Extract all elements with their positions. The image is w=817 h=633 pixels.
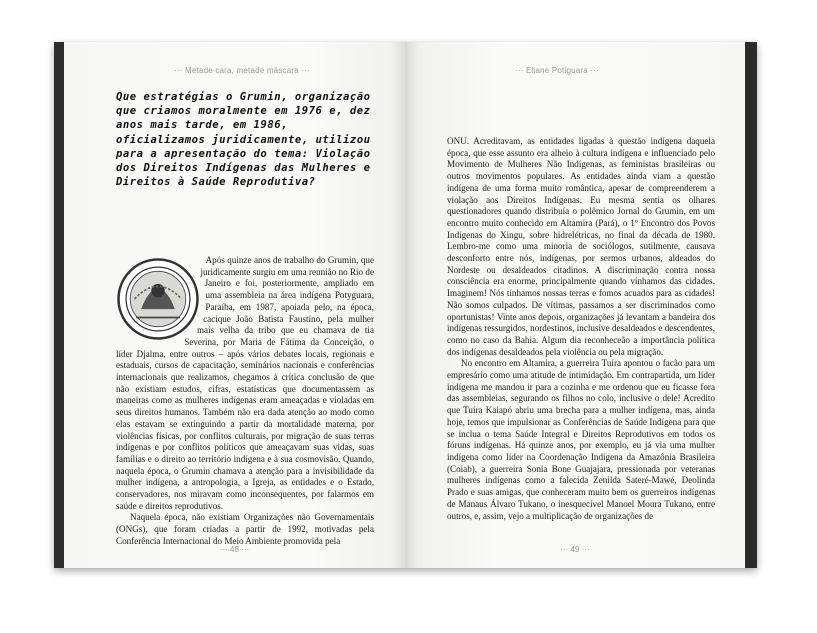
right-body-text xyxy=(447,136,715,522)
left-paragraph-1: Após quinze anos de trabalho do Grumin, que juridicamente surgiu em uma reunião no Rio de Janeiro e foi, posteriormente, ampliado em uma assembleia na área indígena Potyguara, Paraíba, em 1987, apoiada pelo, na época, cacique João Batista Faustino, pela mulher mais velha da tribo que eu chamava de tia Severina, por Maria de Fátima da Conceição, o líder Djalma, entre outros – após vários debates locais, regionais e estaduais, cursos de capacitação, seminários nacionais e conferências internacionais que realizamos, chegamos à crítica conclusão de que não existiam estudos, cifras, estatísticas que documentassem as maneiras como as mulheres indígenas eram ameaçadas e violadas em seus direitos humanos. Também não era dada atenção ao modo como elas estavam se extinguindo a partir da mortalidade materna, por violências físicas, por conflitos culturais, por migração de suas terras indígenas e por conflitos políticos que ameaçavam suas vidas, suas famílias e o direito ao território indígena e à sua cosmovisão. Quando, naquela época, o Grumin chamava a atenção para a invisibilidade da mulher indígena, a antropologia, a Igreja, as entidades e o Estado, conservadores, nos miravam como inconsequentes, por falarmos em saúde e direitos reprodutivos. xyxy=(116,255,374,511)
right-paragraph-1: ONU. Acreditavam, as entidades ligadas à questão indígena daquela época, que esse assunto era alheio à cultura indígena e influenciado pelo Movimento de Mulheres Não Indígenas, as feministas brasileiras ou outros movimentos populares. As entidades ainda viam a questão indígena de uma forma muito romântica, apesar de compreenderem a violação aos Direitos Indígenas. Eu mesma sentia os olhares questionadores quando distribuía o polêmico Jornal do Grumin, em um encontro muito conhecido em Altamira (Pará), o 1º Encontro dos Povos Indígenas do Xingu, sobre hidrelétricas, no final da década de 1980. Lembro-me como uma minoria de sociólogos, sutilmente, causava desconforto entre nós, indígenas, por sermos urbanos, aldeados do Nordeste ou desaldeados citadinos. A discriminação contra nossa consciência era enorme, principalmente quando vínhamos das cidades. Imaginem! Nós tínhamos nossas terras e fomos acuados para as cidades! Não somos culpados. De vítimas, passamos a ser discriminados como oportunistas! Vinte anos depois, organizações já levantam a bandeira dos indígenas ressurgidos, nordestinos, inclusive desaldeados e descendentes, como no caso da Bahia. Algum dia reconheceão a importância política dos indígenas desaldeados pela violência ou pela migração. xyxy=(447,136,715,357)
left-page-number: ··· 48 ··· xyxy=(219,545,250,554)
right-paragraph-2: No encontro em Altamira, a guerreira Tuíra apontou o facão para um empresário como uma atitude de intimidação. Em contrapartida, um líder indígena me mandou ir para a cozinha e me ordenou que eu ficasse fora das assembleias, segurando os filhos no colo, inclusive o dele! Acredito que Tuíra Kaiapó abriu uma brecha para a mulher indígena, mas, ainda hoje, temos que impulsionar as Conferências de Saúde Indígena para que se inclua o tema Saúde Integral e Direitos Reprodutivos em todos os fóruns indígenas. Há quinze anos, por exemplo, eu já via uma mulher indígena como líder na Coordenação Indígena da Amazônia Brasileira (Coiab), a guerreira Sonia Bone Guajajara, pressionada por veteranas mulheres indígenas como a falecida Zenilda Sateré-Mawé, Deolinda Prado e suas amigas, que conheceram muito bem os guerreiros indígenas de Manaus Álvaro Tukano, o inesquecível Manoel Moura Tukano, entre outros, e, assim, vejo a multiplicação de organizações de xyxy=(447,358,715,521)
left-running-head: ··· Metade cara, metade máscara ··· xyxy=(174,66,310,75)
grumin-seal-icon xyxy=(116,257,200,341)
open-book xyxy=(54,42,757,568)
chapter-question-heading: Que estratégias o Grumin, organização que criamos moralmente em 1976 e, dez anos mais tarde, em 1986, oficializamos juridicamente, utilizou para a apresentação do tema: Violação dos Direitos Indígenas das Mulheres e Direitos à Saúde Reprodutiva? xyxy=(116,91,371,189)
left-body-text xyxy=(116,255,374,548)
right-page xyxy=(405,42,757,568)
right-page-number: ··· 49 ··· xyxy=(560,545,590,554)
left-page xyxy=(54,42,405,568)
right-running-head: ··· Eliane Potiguara ··· xyxy=(515,66,599,75)
left-paragraph-2: Naquela época, não existiam Organizações não Governamentais (ONGs), que foram criadas a partir de 1992, motivadas pela Conferência Internacional do Meio Ambiente promovida pela xyxy=(116,512,374,546)
